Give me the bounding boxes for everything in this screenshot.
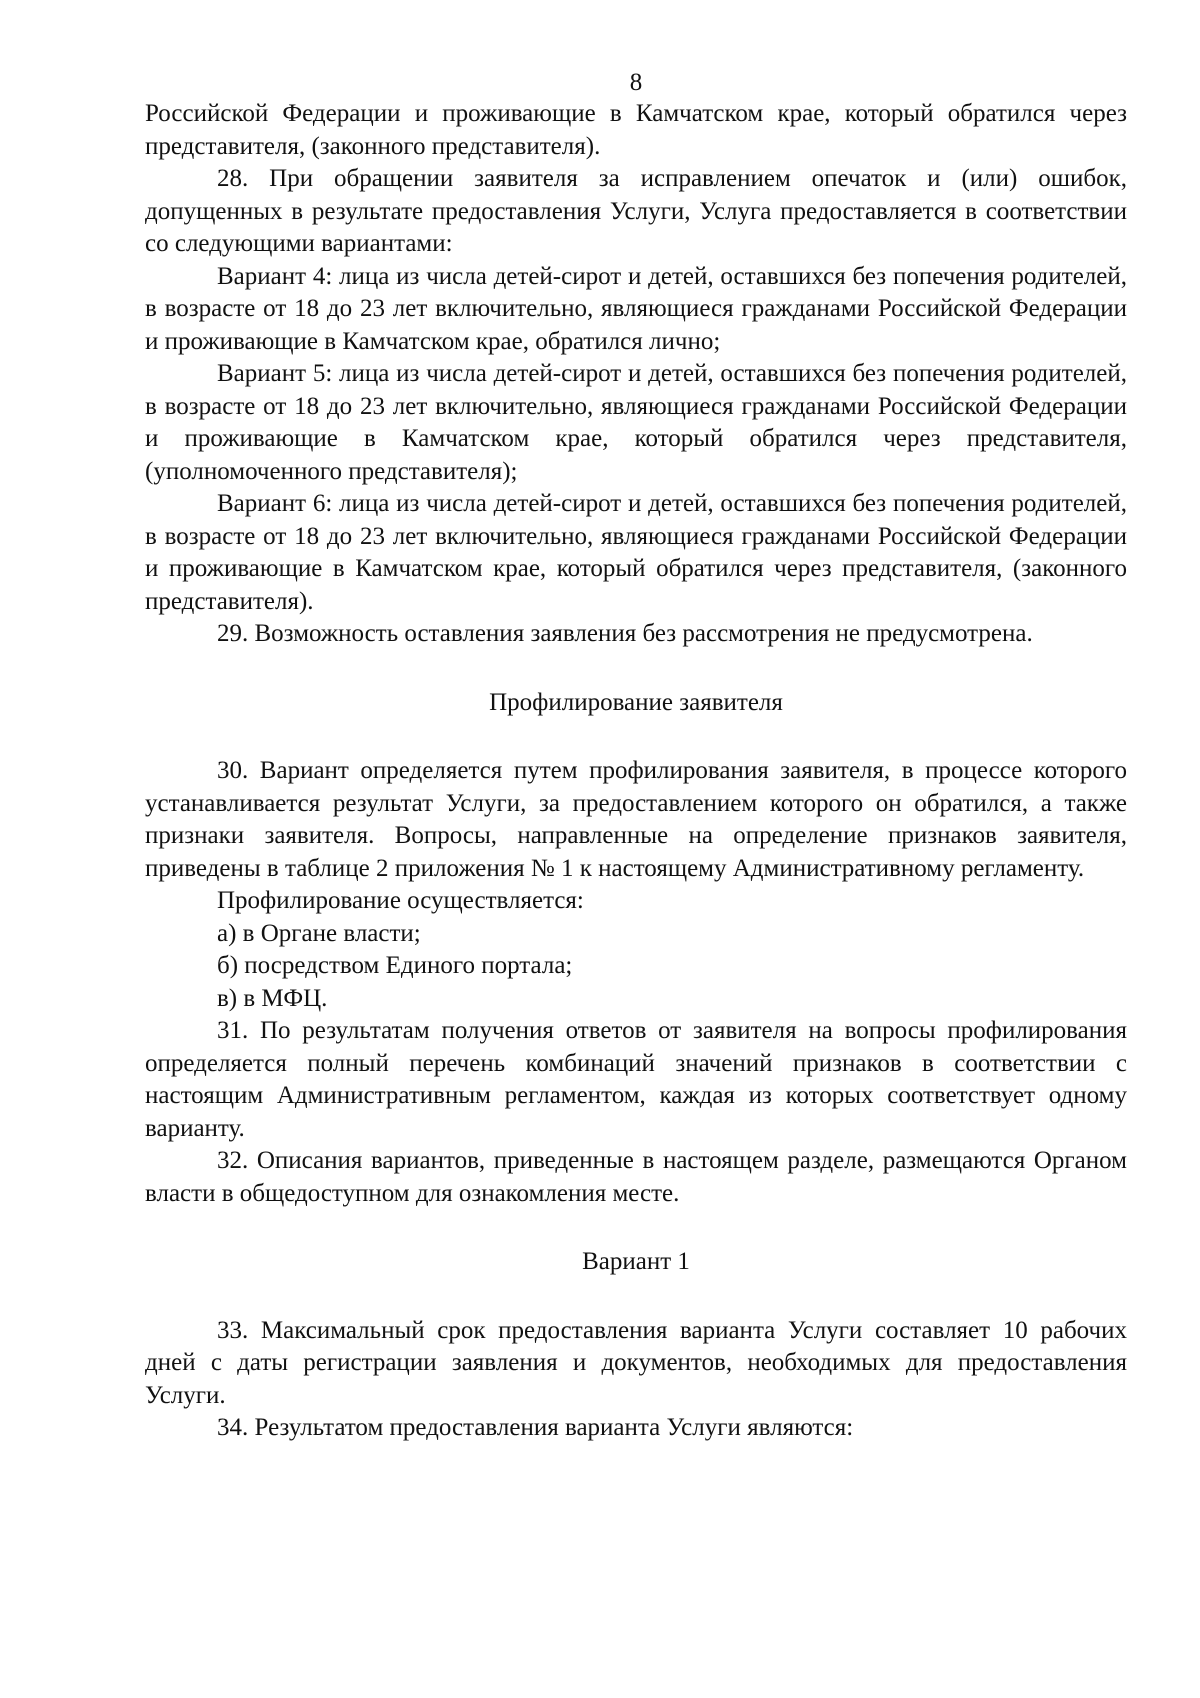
paragraph-continuation: Российской Федерации и проживающие в Камчатском крае, который обратился через представителя, (законного представителя). <box>145 100 1127 160</box>
paragraph-28: 28. При обращении заявителя за исправлением опечаток и (или) ошибок, допущенных в результате предоставления Услуги, Услуга предоставляется в соответствии со следующими вариантами: <box>145 165 1127 257</box>
paragraph-31: 31. По результатам получения ответов от заявителя на вопросы профилирования определяется полный перечень комбинаций значений признаков в соответствии с настоящим Административным регламентом, каждая из которых соответствует одному варианту. <box>145 1017 1127 1142</box>
list-item-b: б) посредством Единого портала; <box>217 952 573 979</box>
paragraph-29: 29. Возможность оставления заявления без рассмотрения не предусмотрена. <box>217 620 1033 647</box>
paragraph-variant-6: Вариант 6: лица из числа детей-сирот и детей, оставшихся без попечения родителей, в возрасте от 18 до 23 лет включительно, являющиеся гражданами Российской Федерации и проживающие в Камчатском крае, который обратился через представителя, (законного представителя). <box>145 490 1127 615</box>
paragraph-profiling-intro: Профилирование осуществляется: <box>217 887 584 914</box>
paragraph-30: 30. Вариант определяется путем профилирования заявителя, в процессе которого устанавливается результат Услуги, за предоставлением которого он обратился, а также признаки заявителя. Вопросы, направленные на определение признаков заявителя, приведены в таблице 2 приложения № 1 к настоящему Административному регламенту. <box>145 757 1127 882</box>
list-item-c: в) в МФЦ. <box>217 984 328 1012</box>
paragraph-32: 32. Описания вариантов, приведенные в настоящем разделе, размещаются Органом власти в общедоступном для ознакомления месте. <box>145 1147 1127 1207</box>
paragraph-variant-5: Вариант 5: лица из числа детей-сирот и детей, оставшихся без попечения родителей, в возрасте от 18 до 23 лет включительно, являющиеся гражданами Российской Федерации и проживающие в Камчатском крае, который обратился через представителя, (уполномоченного представителя); <box>145 360 1127 485</box>
page-number: 8 <box>629 69 643 96</box>
section-heading-profiling: Профилирование заявителя <box>489 688 783 716</box>
document-page <box>145 68 1127 1445</box>
list-item-a: а) в Органе власти; <box>217 919 421 947</box>
paragraph-34: 34. Результатом предоставления варианта Услуги являются: <box>217 1414 854 1441</box>
paragraph-variant-4: Вариант 4: лица из числа детей-сирот и детей, оставшихся без попечения родителей, в возрасте от 18 до 23 лет включительно, являющиеся гражданами Российской Федерации и проживающие в Камчатском крае, обратился лично; <box>145 262 1127 355</box>
paragraph-33: 33. Максимальный срок предоставления варианта Услуги составляет 10 рабочих дней с даты регистрации заявления и документов, необходимых для предоставления Услуги. <box>145 1316 1127 1409</box>
section-heading-variant-1: Вариант 1 <box>582 1248 690 1275</box>
